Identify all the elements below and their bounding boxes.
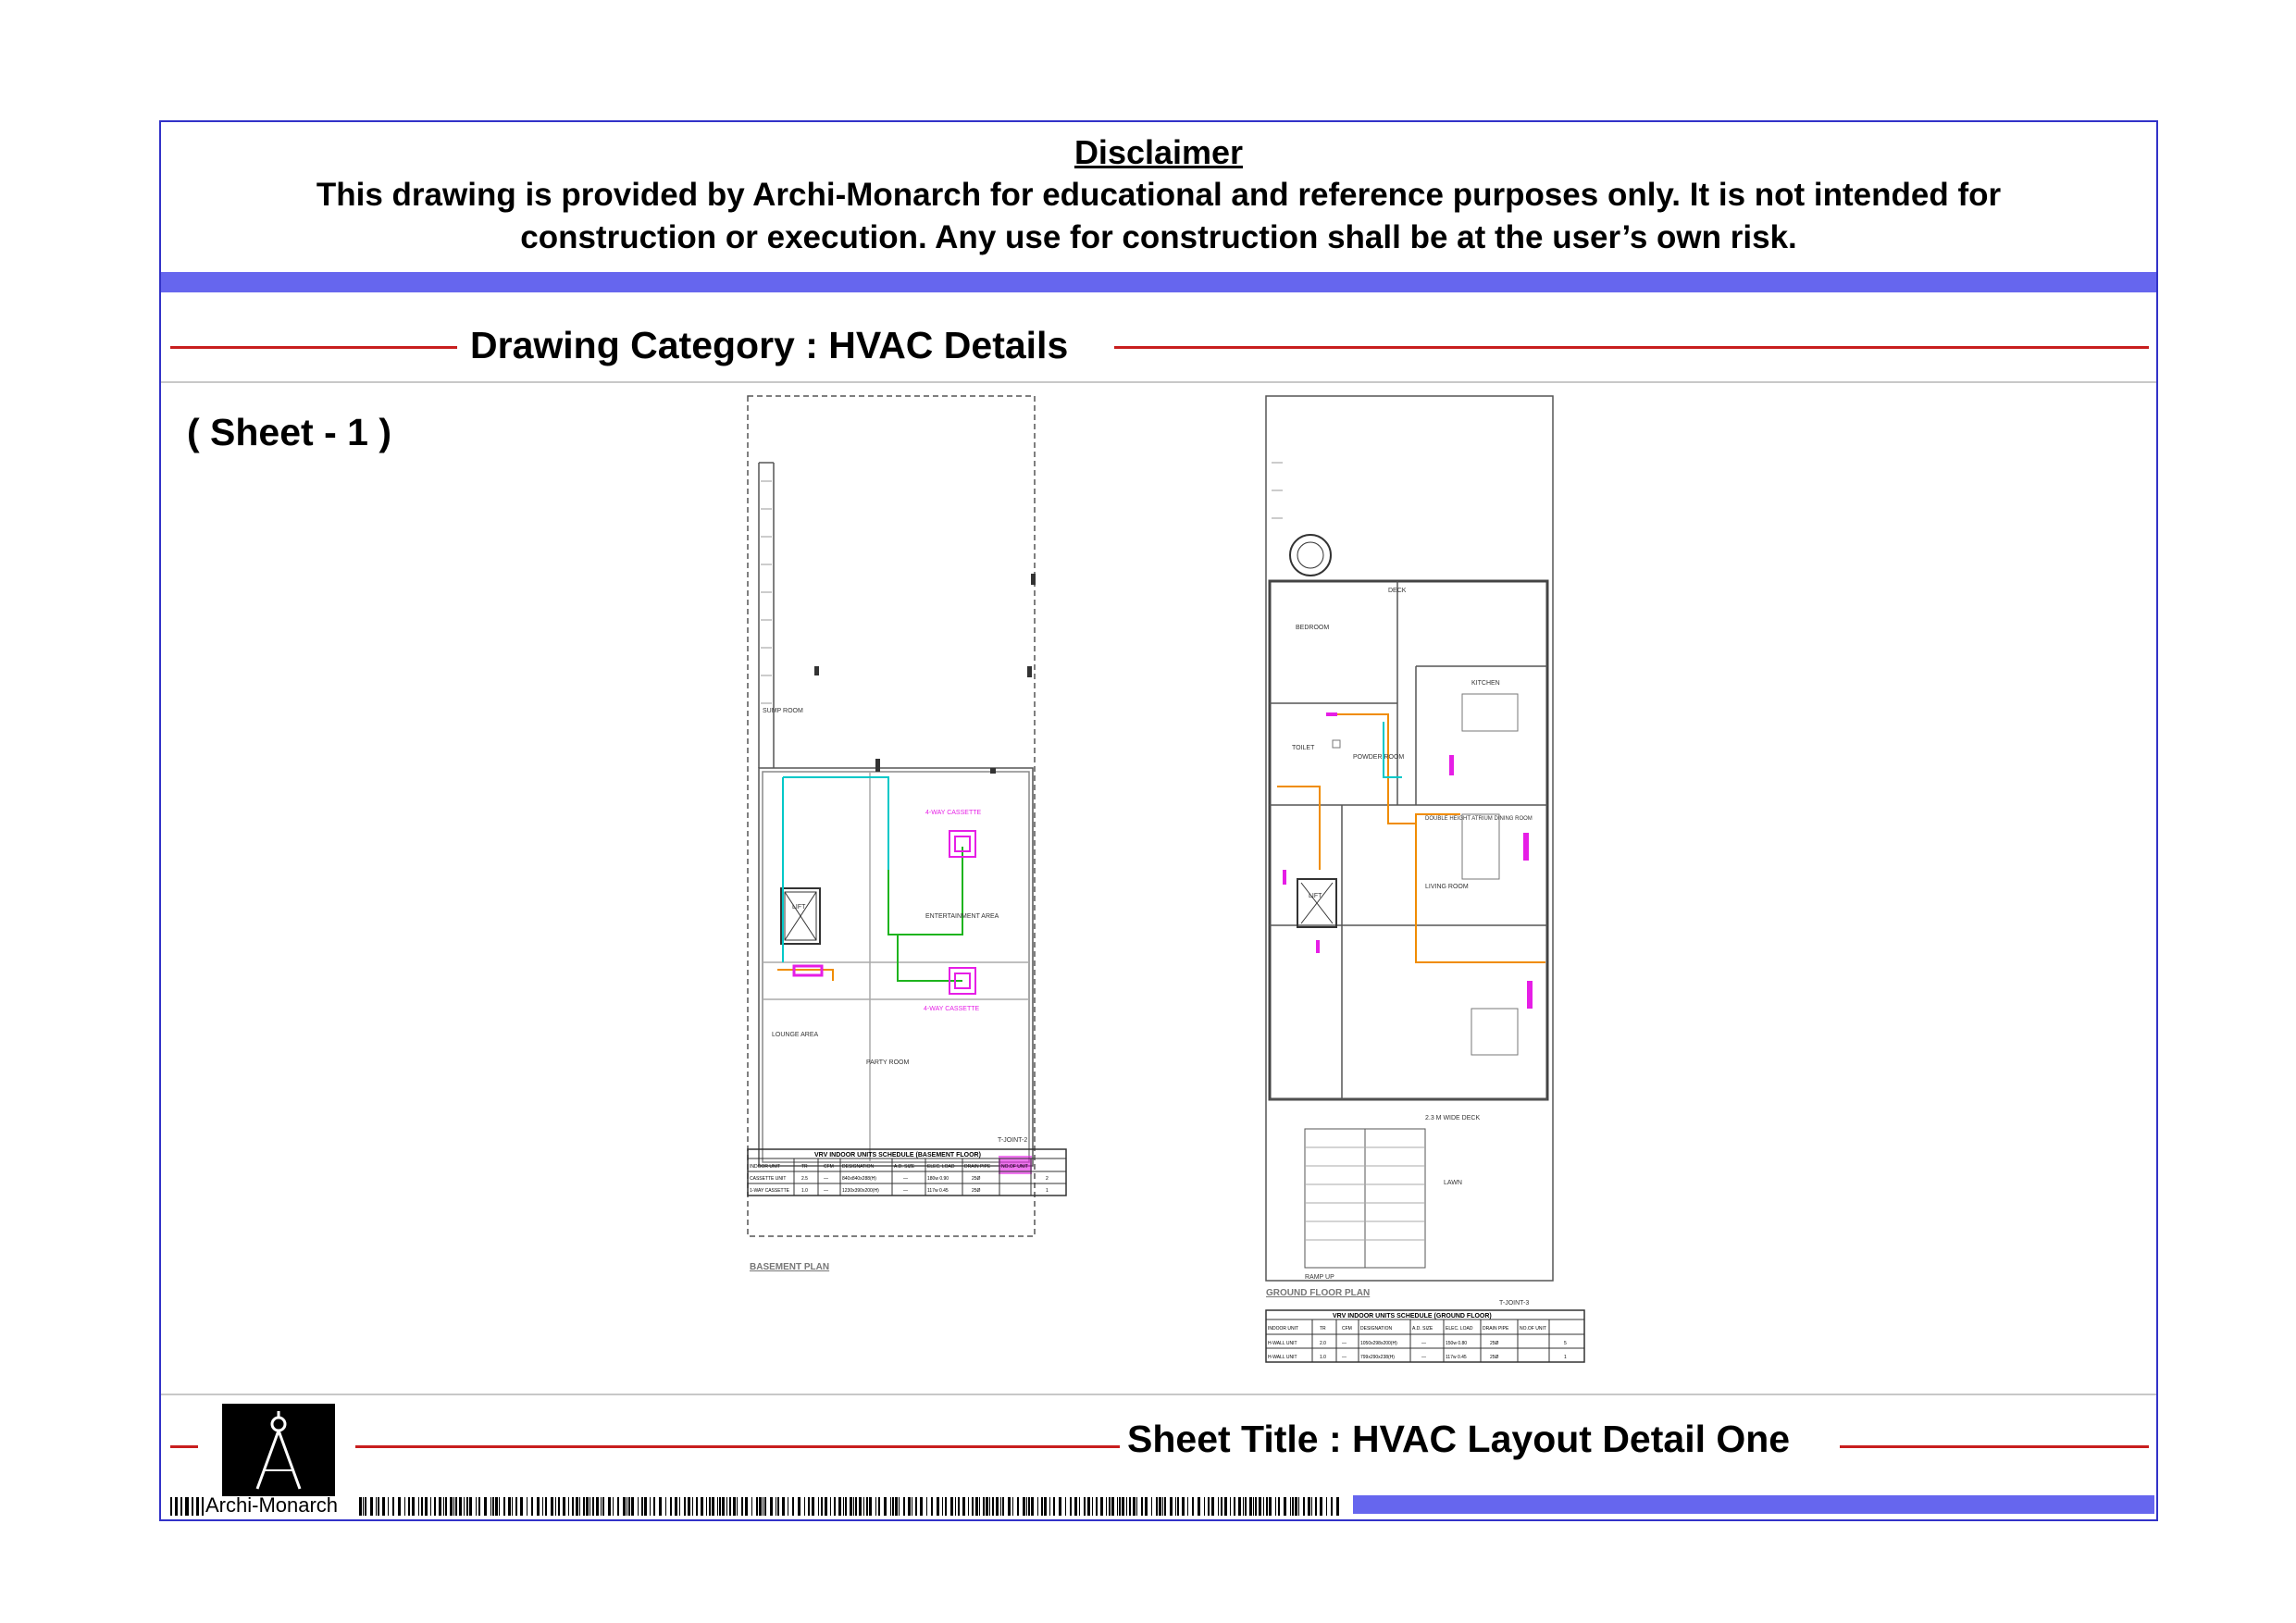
basement-schedule-cell: 2 — [1046, 1176, 1049, 1182]
basement-schedule-cell: 1.0 — [801, 1188, 808, 1194]
drawing-sheet-frame — [159, 120, 2158, 1521]
ground-schedule-header: A.D. SIZE — [1412, 1326, 1433, 1332]
ground-schedule-cell: 799x290x238(H) — [1360, 1355, 1395, 1360]
category-rule-right — [1114, 346, 2149, 349]
room-bedroom: BEDROOM — [1296, 625, 1330, 631]
basement-plan-caption: BASEMENT PLAN — [750, 1262, 830, 1272]
room-atrium: DOUBLE HEIGHT ATRIUM DINING ROOM — [1425, 816, 1533, 822]
basement-schedule-header: ELEC. LOAD — [927, 1164, 955, 1170]
basement-schedule-cell: 1230x390x200(H) — [842, 1188, 879, 1194]
ground-schedule-cell: 2.0 — [1320, 1341, 1326, 1346]
basement-schedule-cell: — — [903, 1188, 908, 1194]
category-rule-left — [170, 346, 457, 349]
ground-schedule-cell: 1.0 — [1320, 1355, 1326, 1360]
sheet-title: Sheet Title : HVAC Layout Detail One — [1127, 1418, 1791, 1460]
ground-schedule-cell: 1050x298x200(H) — [1360, 1341, 1397, 1346]
ground-schedule-header: DRAIN PIPE — [1483, 1326, 1509, 1332]
cassette-label-1: 4-WAY CASSETTE — [925, 810, 982, 816]
ground-schedule-cell: 1 — [1564, 1355, 1567, 1360]
brand-name: Archi-Monarch — [205, 1493, 339, 1517]
ground-schedule-cell: — — [1342, 1355, 1347, 1360]
header-band — [161, 272, 2156, 292]
room-entertainment: ENTERTAINMENT AREA — [925, 913, 999, 920]
ground-schedule-cell: — — [1421, 1341, 1426, 1346]
basement-schedule-header: TR — [801, 1164, 808, 1170]
room-deck: DECK — [1388, 588, 1407, 594]
ground-schedule-header: INDOOR UNIT — [1268, 1326, 1299, 1332]
ground-schedule-cell: 25Ø — [1490, 1355, 1499, 1360]
basement-schedule-title: VRV INDOOR UNITS SCHEDULE (BASEMENT FLOOR) — [814, 1152, 981, 1158]
room-powder: POWDER ROOM — [1353, 754, 1405, 761]
ground-schedule-cell: 117w 0.45 — [1446, 1355, 1467, 1360]
title-rule-left-short — [170, 1445, 198, 1448]
basement-schedule-header: INDOOR UNIT — [750, 1164, 781, 1170]
room-toilet: TOILET — [1292, 745, 1315, 751]
footer-band — [1353, 1495, 2154, 1514]
ground-schedule-header: ELEC. LOAD — [1446, 1326, 1473, 1332]
footer-divider — [161, 1394, 2156, 1395]
drawing-category-title: Drawing Category : HVAC Details — [470, 324, 1069, 366]
room-party: PARTY ROOM — [866, 1059, 910, 1066]
room-ramp: RAMP UP — [1305, 1274, 1334, 1281]
ground-schedule-cell: — — [1421, 1355, 1426, 1360]
room-lounge: LOUNGE AREA — [772, 1032, 819, 1038]
room-sump: SUMP ROOM — [763, 708, 803, 714]
basement-schedule-cell: — — [824, 1188, 828, 1194]
ground-schedule-cell: H-WALL UNIT — [1268, 1355, 1297, 1360]
ground-schedule-header: TR — [1320, 1326, 1326, 1332]
basement-schedule-cell: 1 — [1046, 1188, 1049, 1194]
basement-schedule-cell: CASSETTE UNIT — [750, 1176, 787, 1182]
ground-schedule-cell: — — [1342, 1341, 1347, 1346]
basement-schedule-header: DRAIN PIPE — [964, 1164, 991, 1170]
disclaimer-text — [217, 174, 2101, 259]
room-deck-wide: 2.3 M WIDE DECK — [1425, 1115, 1481, 1121]
category-divider — [161, 381, 2156, 383]
basement-schedule-header: A.D. SIZE — [894, 1164, 915, 1170]
compass-icon — [222, 1404, 335, 1496]
ground-schedule-table — [1266, 1310, 1584, 1362]
basement-schedule-cell: 117w 0.45 — [927, 1188, 949, 1194]
room-kitchen: KITCHEN — [1471, 680, 1500, 687]
basement-schedule-cell: 840x840x288(H) — [842, 1176, 876, 1182]
ground-tag: T-JOINT-3 — [1499, 1300, 1530, 1307]
basement-tag: T-JOINT-2 — [998, 1137, 1028, 1144]
basement-schedule-cell: 25Ø — [972, 1176, 981, 1182]
ground-schedule-title: VRV INDOOR UNITS SCHEDULE (GROUND FLOOR) — [1333, 1313, 1492, 1319]
sheet-number: ( Sheet - 1 ) — [187, 411, 391, 453]
cassette-label-2: 4-WAY CASSETTE — [924, 1006, 980, 1012]
title-rule-right — [1840, 1445, 2149, 1448]
ground-schedule-header: DESIGNATION — [1360, 1326, 1393, 1332]
basement-schedule-cell: 1-WAY CASSETTE — [750, 1188, 789, 1194]
basement-schedule-cell: 180w 0.90 — [927, 1176, 949, 1182]
ground-schedule-header: CFM — [1342, 1326, 1352, 1332]
ground-schedule-cell: 25Ø — [1490, 1341, 1499, 1346]
basement-schedule-cell: 2.5 — [801, 1176, 808, 1182]
ground-schedule-cell: 5 — [1564, 1341, 1567, 1346]
basement-schedule-cell: 25Ø — [972, 1188, 981, 1194]
basement-schedule-header: CFM — [824, 1164, 834, 1170]
ground-schedule-cell: H-WALL UNIT — [1268, 1341, 1297, 1346]
disclaimer-title: Disclaimer — [1074, 133, 1244, 171]
title-rule-left — [355, 1445, 1120, 1448]
disclaimer-line-1: This drawing is provided by Archi-Monarch for educational and reference purposes only. It is not intended for — [316, 177, 2002, 213]
ground-floor-plan-drawing — [1194, 389, 1601, 1369]
room-lawn: LAWN — [1444, 1180, 1462, 1186]
room-living: LIVING ROOM — [1425, 884, 1469, 890]
basement-schedule-cell: — — [824, 1176, 828, 1182]
basement-plan-drawing — [685, 389, 1092, 1277]
room-lift: LIFT — [792, 904, 806, 911]
basement-schedule-header: NO.OF UNIT — [1001, 1164, 1028, 1170]
disclaimer-line-2: construction or execution. Any use for construction shall be at the user’s own risk. — [520, 219, 1797, 255]
barcode-left — [170, 1497, 205, 1516]
basement-schedule-cell: — — [903, 1176, 908, 1182]
ground-schedule-header: NO.OF UNIT — [1520, 1326, 1546, 1332]
barcode-strip — [359, 1497, 1346, 1516]
basement-schedule-header: DESIGNATION — [842, 1164, 875, 1170]
ground-schedule-cell: 150w 0.80 — [1446, 1341, 1468, 1346]
ground-plan-caption: GROUND FLOOR PLAN — [1266, 1288, 1371, 1298]
room-lift: LIFT — [1309, 893, 1322, 899]
